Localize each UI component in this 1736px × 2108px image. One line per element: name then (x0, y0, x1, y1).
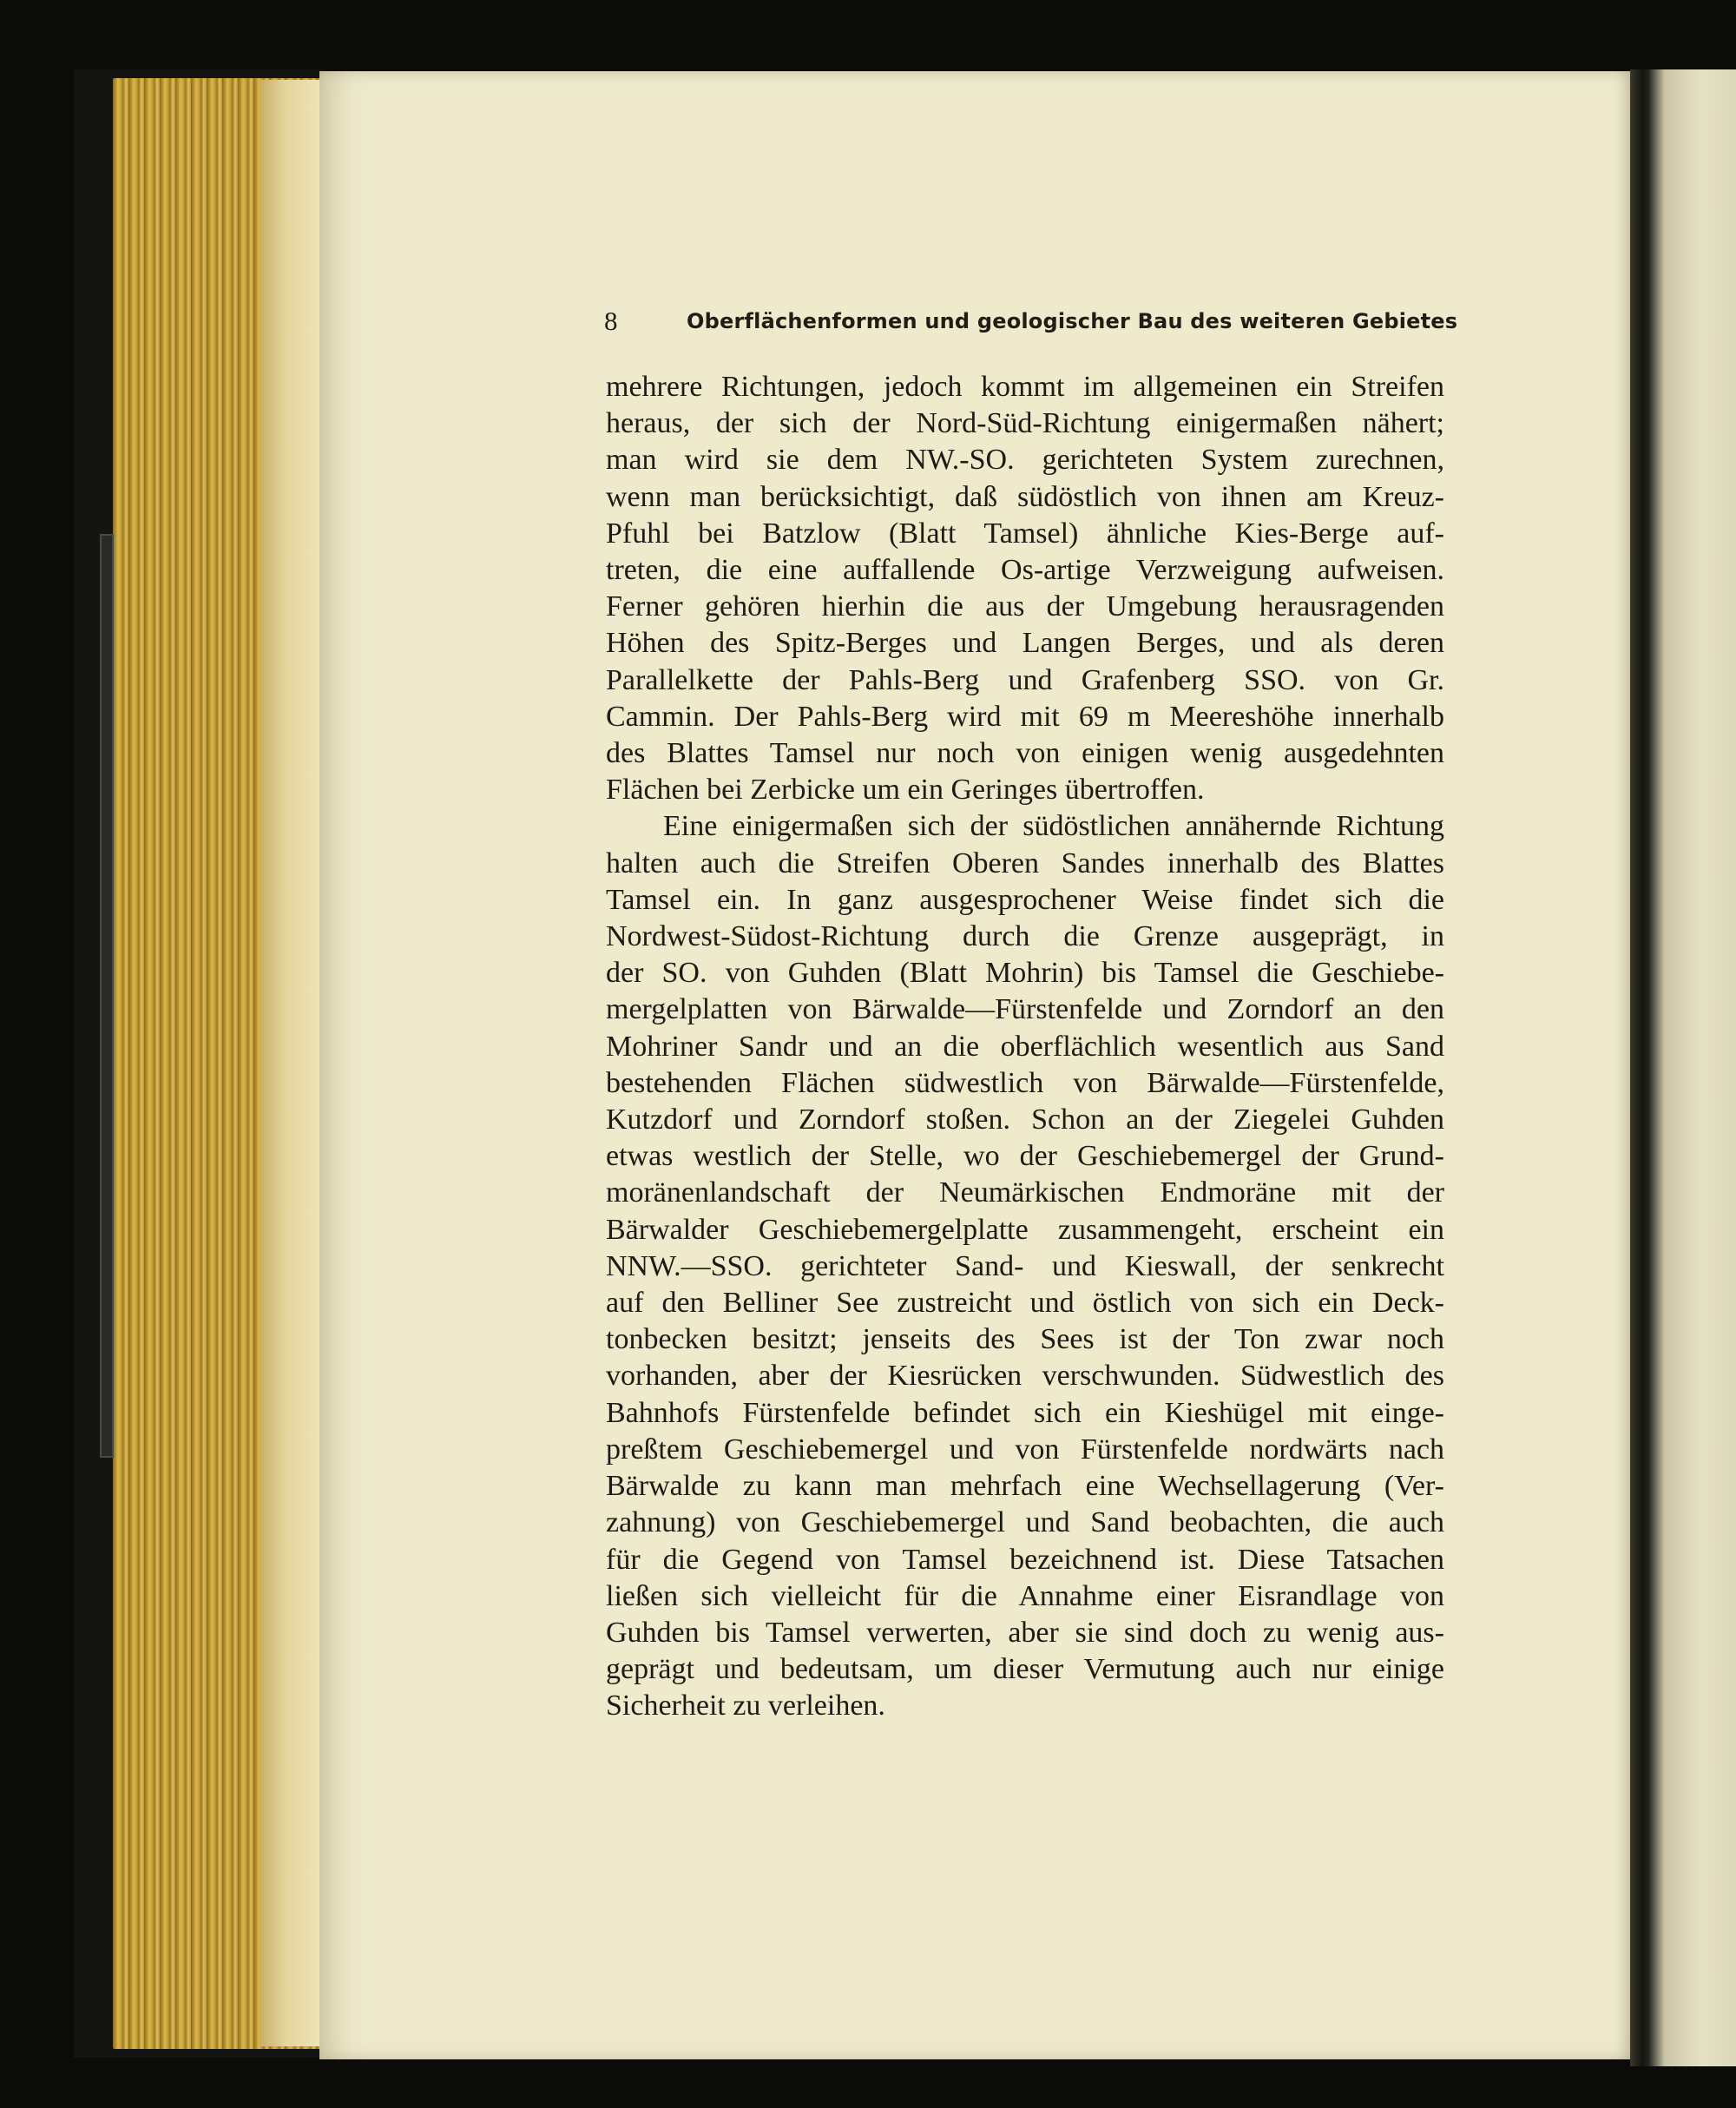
text-line: treten, die eine auffallende Os-artige Verzweigung aufweisen. (606, 554, 1444, 587)
page-stack-edge (260, 80, 321, 2046)
text-line: Parallelkette der Pahls-Berg und Grafenberg SSO. von Gr. (606, 663, 1444, 696)
text-line: NNW.—SSO. gerichteter Sand- und Kieswall, der senkrecht (606, 1249, 1444, 1282)
text-line: des Blattes Tamsel nur noch von einigen wenig ausgedehnten (606, 737, 1444, 770)
text-line: Nordwest-Südost-Richtung durch die Grenze ausgeprägt, in (606, 920, 1444, 953)
text-line: ließen sich vielleicht für die Annahme einer Eisrandlage von (606, 1579, 1444, 1612)
text-line: Eine einigermaßen sich der südöstlichen annähernde Richtung (663, 810, 1444, 843)
page-number: 8 (604, 306, 618, 336)
text-line: Ferner gehören hierhin die aus der Umgebung herausragenden (606, 590, 1444, 623)
text-line: halten auch die Streifen Oberen Sandes innerhalb des Blattes (606, 846, 1444, 879)
text-line: Sicherheit zu verleihen. (606, 1690, 885, 1723)
text-line: Cammin. Der Pahls-Berg wird mit 69 m Meereshöhe innerhalb (606, 700, 1444, 733)
text-line: mergelplatten von Bärwalde—Fürstenfelde und Zorndorf an den (606, 993, 1444, 1026)
text-line: moränenlandschaft der Neumärkischen Endmoräne mit der (606, 1176, 1444, 1209)
text-line: Tamsel ein. In ganz ausgesprochener Weise findet sich die (606, 883, 1444, 916)
adjacent-page (1649, 69, 1736, 2066)
text-line: Flächen bei Zerbicke um ein Geringes übertroffen. (606, 774, 1205, 807)
page-header (604, 306, 1458, 340)
text-line: auf den Belliner See zustreicht und östlich von sich ein Deck- (606, 1287, 1444, 1320)
paragraph-2 (606, 808, 1444, 1724)
text-line: tonbecken besitzt; jenseits des Sees ist der Ton zwar noch (606, 1323, 1444, 1356)
text-line: Bärwalder Geschiebemergelplatte zusammengeht, erscheint ein (606, 1213, 1444, 1246)
text-line: Mohriner Sandr und an die oberflächlich wesentlich aus Sand (606, 1030, 1444, 1063)
text-line: man wird sie dem NW.-SO. gerichteten System zurechnen, (606, 444, 1444, 477)
running-head: Oberflächenformen und geologischer Bau des weiteren Gebietes (687, 309, 1458, 333)
text-line: preßtem Geschiebemergel und von Fürstenfelde nordwärts nach (606, 1433, 1444, 1466)
body-text (606, 369, 1444, 1725)
text-line: der SO. von Guhden (Blatt Mohrin) bis Tamsel die Geschiebe- (606, 957, 1444, 990)
text-line: bestehenden Flächen südwestlich von Bärwalde—Fürstenfelde, (606, 1066, 1444, 1099)
text-line: etwas westlich der Stelle, wo der Geschiebemergel der Grund- (606, 1140, 1444, 1173)
text-line: heraus, der sich der Nord-Süd-Richtung einigermaßen nähert; (606, 407, 1444, 440)
text-line: wenn man berücksichtigt, daß südöstlich von ihnen am Kreuz- (606, 480, 1444, 513)
book-gutter (1630, 69, 1651, 2066)
text-line: geprägt und bedeutsam, um dieser Vermutung auch nur einige (606, 1653, 1444, 1686)
text-line: Pfuhl bei Batzlow (Blatt Tamsel) ähnliche Kies-Berge auf- (606, 517, 1444, 550)
text-line: vorhanden, aber der Kiesrücken verschwunden. Südwestlich des (606, 1360, 1444, 1393)
text-line: Kutzdorf und Zorndorf stoßen. Schon an der Ziegelei Guhden (606, 1103, 1444, 1136)
text-line: Guhden bis Tamsel verwerten, aber sie sind doch zu wenig aus- (606, 1616, 1444, 1649)
text-line: Bärwalde zu kann man mehrfach eine Wechsellagerung (Ver- (606, 1470, 1444, 1503)
text-line: Höhen des Spitz-Berges und Langen Berges, und als deren (606, 627, 1444, 660)
paragraph-1 (606, 369, 1444, 808)
cover-edge-mark (100, 534, 114, 1458)
text-line: mehrere Richtungen, jedoch kommt im allgemeinen ein Streifen (606, 371, 1444, 403)
text-line: zahnung) von Geschiebemergel und Sand beobachten, die auch (606, 1506, 1444, 1539)
text-line: Bahnhofs Fürstenfelde befindet sich ein Kieshügel mit einge- (606, 1396, 1444, 1429)
text-line: für die Gegend von Tamsel bezeichnend ist. Diese Tatsachen (606, 1543, 1444, 1576)
